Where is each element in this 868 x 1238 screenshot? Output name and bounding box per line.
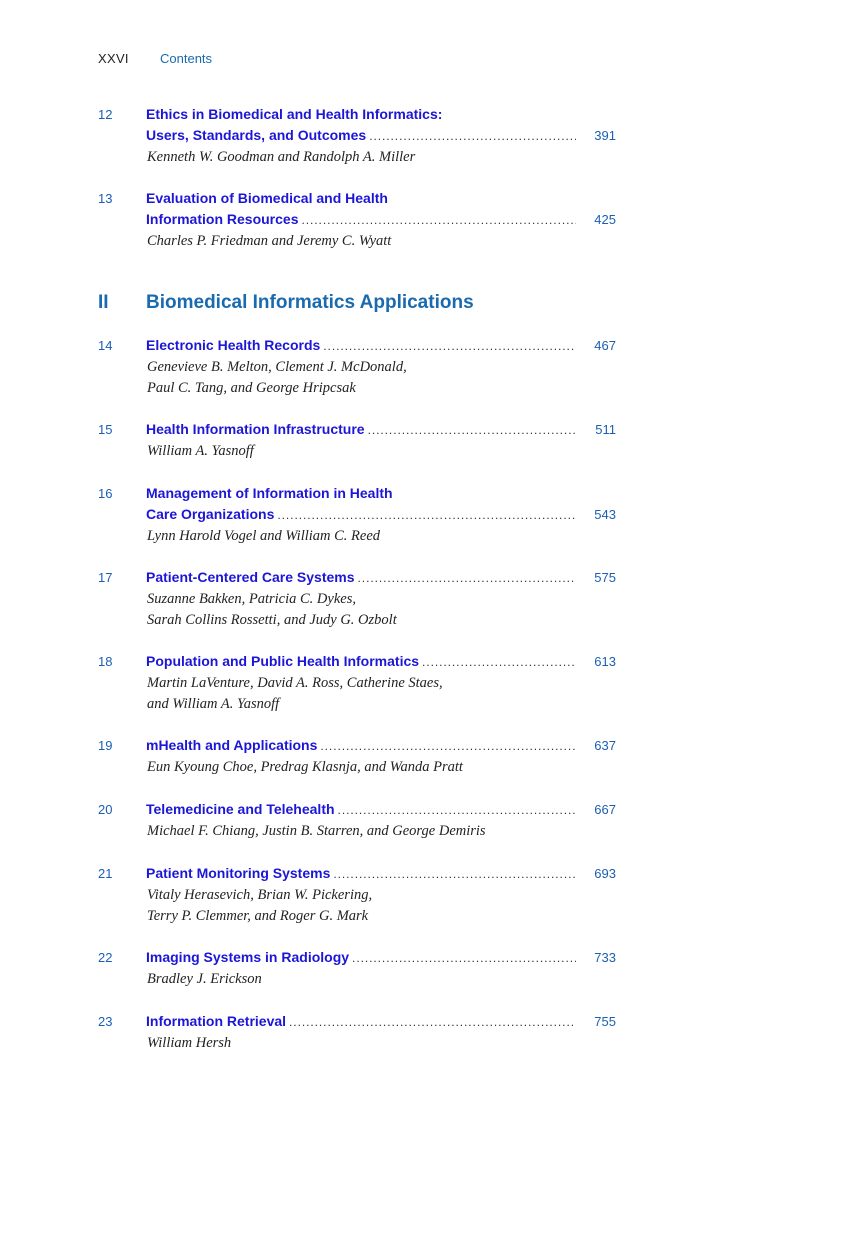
dot-leader: [368, 420, 576, 441]
chapter-number: 15: [98, 422, 113, 437]
chapter-authors: Suzanne Bakken, Patricia C. Dykes,: [147, 591, 356, 607]
dot-leader: [289, 1012, 576, 1033]
chapter-authors: Genevieve B. Melton, Clement J. McDonald,: [147, 359, 407, 375]
part-number: II: [98, 292, 109, 313]
chapter-number: 20: [98, 802, 113, 817]
chapter-title[interactable]: Telemedicine and Telehealth: [146, 801, 335, 817]
chapter-number: 14: [98, 338, 113, 353]
chapter-title[interactable]: Users, Standards, and Outcomes: [146, 127, 367, 143]
chapter-title[interactable]: Information Resources: [146, 211, 299, 227]
chapter-authors: Lynn Harold Vogel and William C. Reed: [147, 528, 381, 544]
chapter-authors: Martin LaVenture, David A. Ross, Catherine Staes,: [147, 675, 443, 691]
page-number: XXVI: [98, 51, 129, 66]
running-title: Contents: [160, 51, 213, 66]
dot-leader: [301, 210, 576, 231]
chapter-title-row[interactable]: [146, 335, 616, 356]
page-number-ref[interactable]: 391: [594, 128, 616, 143]
chapter-number: 21: [98, 866, 113, 881]
chapter-authors: Vitaly Herasevich, Brian W. Pickering,: [147, 887, 373, 903]
chapter-number: 18: [98, 654, 113, 669]
chapter-authors: and William A. Yasnoff: [147, 696, 280, 712]
chapter-title[interactable]: Information Retrieval: [146, 1013, 287, 1029]
chapter-authors: William A. Yasnoff: [147, 443, 254, 459]
chapter-title[interactable]: Patient Monitoring Systems: [146, 865, 331, 881]
chapter-authors: Sarah Collins Rossetti, and Judy G. Ozbolt: [147, 612, 397, 628]
page-number-ref[interactable]: 575: [594, 570, 616, 585]
chapter-authors: William Hersh: [147, 1035, 232, 1051]
dot-leader: [277, 505, 576, 526]
page-number-ref[interactable]: 467: [594, 338, 616, 353]
chapter-title-row[interactable]: [146, 947, 616, 968]
chapter-authors: Kenneth W. Goodman and Randolph A. Miller: [147, 149, 416, 165]
page-number-ref[interactable]: 613: [594, 654, 616, 669]
chapter-title-row[interactable]: [146, 651, 616, 672]
chapter-title[interactable]: mHealth and Applications: [146, 737, 318, 753]
chapter-authors: Paul C. Tang, and George Hripcsak: [147, 380, 356, 396]
page-number-ref[interactable]: 425: [594, 212, 616, 227]
chapter-number: 13: [98, 191, 113, 206]
chapter-authors: Terry P. Clemmer, and Roger G. Mark: [147, 908, 369, 924]
dot-leader: [320, 736, 576, 757]
dot-leader: [352, 948, 576, 969]
chapter-title-line[interactable]: Evaluation of Biomedical and Health: [146, 190, 388, 206]
page-number-ref[interactable]: 543: [594, 507, 616, 522]
chapter-title[interactable]: Care Organizations: [146, 506, 275, 522]
part-heading: [98, 289, 474, 317]
chapter-title[interactable]: Health Information Infrastructure: [146, 421, 365, 437]
dot-leader: [358, 568, 576, 589]
chapter-authors: Michael F. Chiang, Justin B. Starren, and George Demiris: [147, 823, 486, 839]
dot-leader: [333, 864, 576, 885]
chapter-title-row[interactable]: [146, 567, 616, 588]
dot-leader: [338, 800, 576, 821]
dot-leader: [422, 652, 576, 673]
chapter-title-row[interactable]: [146, 863, 616, 884]
page-number-ref[interactable]: 667: [594, 802, 616, 817]
page-number-ref[interactable]: 511: [595, 422, 616, 437]
chapter-title[interactable]: Patient-Centered Care Systems: [146, 569, 355, 585]
chapter-title[interactable]: Population and Public Health Informatics: [146, 653, 420, 669]
chapter-number: 16: [98, 486, 113, 501]
chapter-authors: Eun Kyoung Choe, Predrag Klasnja, and Wanda Pratt: [147, 759, 463, 775]
page-number-ref[interactable]: 693: [594, 866, 616, 881]
dot-leader: [369, 126, 576, 147]
page-number-ref[interactable]: 755: [594, 1014, 616, 1029]
chapter-authors: Bradley J. Erickson: [147, 971, 262, 987]
part-title: Biomedical Informatics Applications: [146, 292, 474, 313]
chapter-number: 23: [98, 1014, 113, 1029]
chapter-title-row[interactable]: [146, 125, 616, 146]
chapter-title-line[interactable]: Management of Information in Health: [146, 485, 393, 501]
dot-leader: [323, 336, 576, 357]
chapter-number: 12: [98, 107, 113, 122]
chapter-number: 17: [98, 570, 113, 585]
chapter-number: 19: [98, 738, 113, 753]
chapter-title-row[interactable]: [146, 419, 616, 440]
page-number-ref[interactable]: 637: [594, 738, 616, 753]
chapter-title-row[interactable]: [146, 799, 616, 820]
chapter-title-row[interactable]: [146, 209, 616, 230]
chapter-title-row[interactable]: [146, 1011, 616, 1032]
page-number-ref[interactable]: 733: [594, 950, 616, 965]
chapter-title-line[interactable]: Ethics in Biomedical and Health Informatics:: [146, 106, 443, 122]
chapter-title-row[interactable]: [146, 504, 616, 525]
chapter-title-row[interactable]: [146, 735, 616, 756]
chapter-number: 22: [98, 950, 113, 965]
chapter-authors: Charles P. Friedman and Jeremy C. Wyatt: [147, 233, 392, 249]
chapter-title[interactable]: Electronic Health Records: [146, 337, 321, 353]
page-header: [98, 51, 212, 67]
chapter-title[interactable]: Imaging Systems in Radiology: [146, 949, 350, 965]
